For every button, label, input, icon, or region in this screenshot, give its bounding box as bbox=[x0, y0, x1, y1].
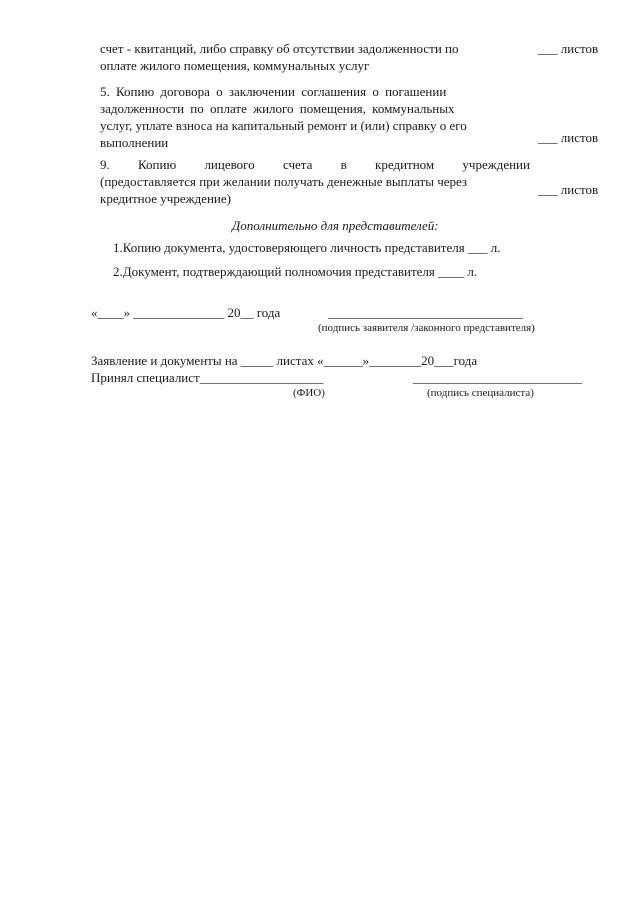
applicant-signature-line: ______________________________ bbox=[328, 305, 523, 320]
item-receipts-line-1: счет - квитанций, либо справку об отсутствии задолженности по bbox=[100, 41, 459, 56]
fio-caption: (ФИО) bbox=[293, 387, 325, 399]
item-9-word: учреждении bbox=[462, 157, 530, 172]
item-9-sheets: ___ листов bbox=[538, 182, 599, 197]
item-5-line-1: 5. Копию договора о заключении соглашения о погашении bbox=[100, 84, 447, 99]
item-5-line-2: задолженности по оплате жилого помещения, коммунальных bbox=[100, 101, 455, 116]
item-9-word: лицевого bbox=[204, 157, 255, 172]
item-9-word: счета bbox=[282, 157, 313, 172]
application-date-line: «____» ______________ 20__ года bbox=[91, 305, 281, 320]
specialist-signature-line: __________________________ bbox=[413, 370, 582, 385]
specialist-label: Принял специалист bbox=[91, 370, 200, 385]
item-9-line-3: кредитное учреждение) bbox=[100, 191, 231, 206]
item-5-sheets: ___ листов bbox=[538, 130, 599, 145]
item-5-text bbox=[100, 83, 530, 151]
item-5-line-3: услуг, уплате взноса на капитальный ремонт и (или) справку о его bbox=[100, 118, 467, 133]
applicant-signature-caption: (подпись заявителя /законного представителя) bbox=[318, 322, 535, 334]
representatives-item-2: 2.Документ, подтверждающий полномочия представителя ____ л. bbox=[113, 264, 478, 279]
acceptance-line: Заявление и документы на _____ листах «______»________20___года bbox=[91, 353, 478, 368]
item-receipts-line-2: оплате жилого помещения, коммунальных услуг bbox=[100, 58, 370, 73]
representatives-heading: Дополнительно для представителей: bbox=[232, 218, 439, 233]
item-receipts-sheets: ___ листов bbox=[538, 41, 599, 56]
specialist-signature-caption: (подпись специалиста) bbox=[427, 387, 534, 399]
item-5-line-4: выполнении bbox=[100, 135, 169, 150]
specialist-line bbox=[91, 369, 323, 386]
item-9-line-2: (предоставляется при желании получать денежные выплаты через bbox=[100, 174, 468, 189]
item-9-word: кредитном bbox=[375, 157, 435, 172]
specialist-name-blank: ___________________ bbox=[199, 370, 324, 385]
item-9-line-1 bbox=[100, 156, 530, 173]
item-9-word: 9. bbox=[100, 157, 110, 172]
representatives-item-1: 1.Копию документа, удостоверяющего личность представителя ___ л. bbox=[113, 240, 501, 255]
item-9-text bbox=[100, 156, 530, 207]
item-9-word: Копию bbox=[138, 157, 177, 172]
item-receipts-text bbox=[100, 40, 530, 74]
item-9-word: в bbox=[340, 157, 347, 172]
